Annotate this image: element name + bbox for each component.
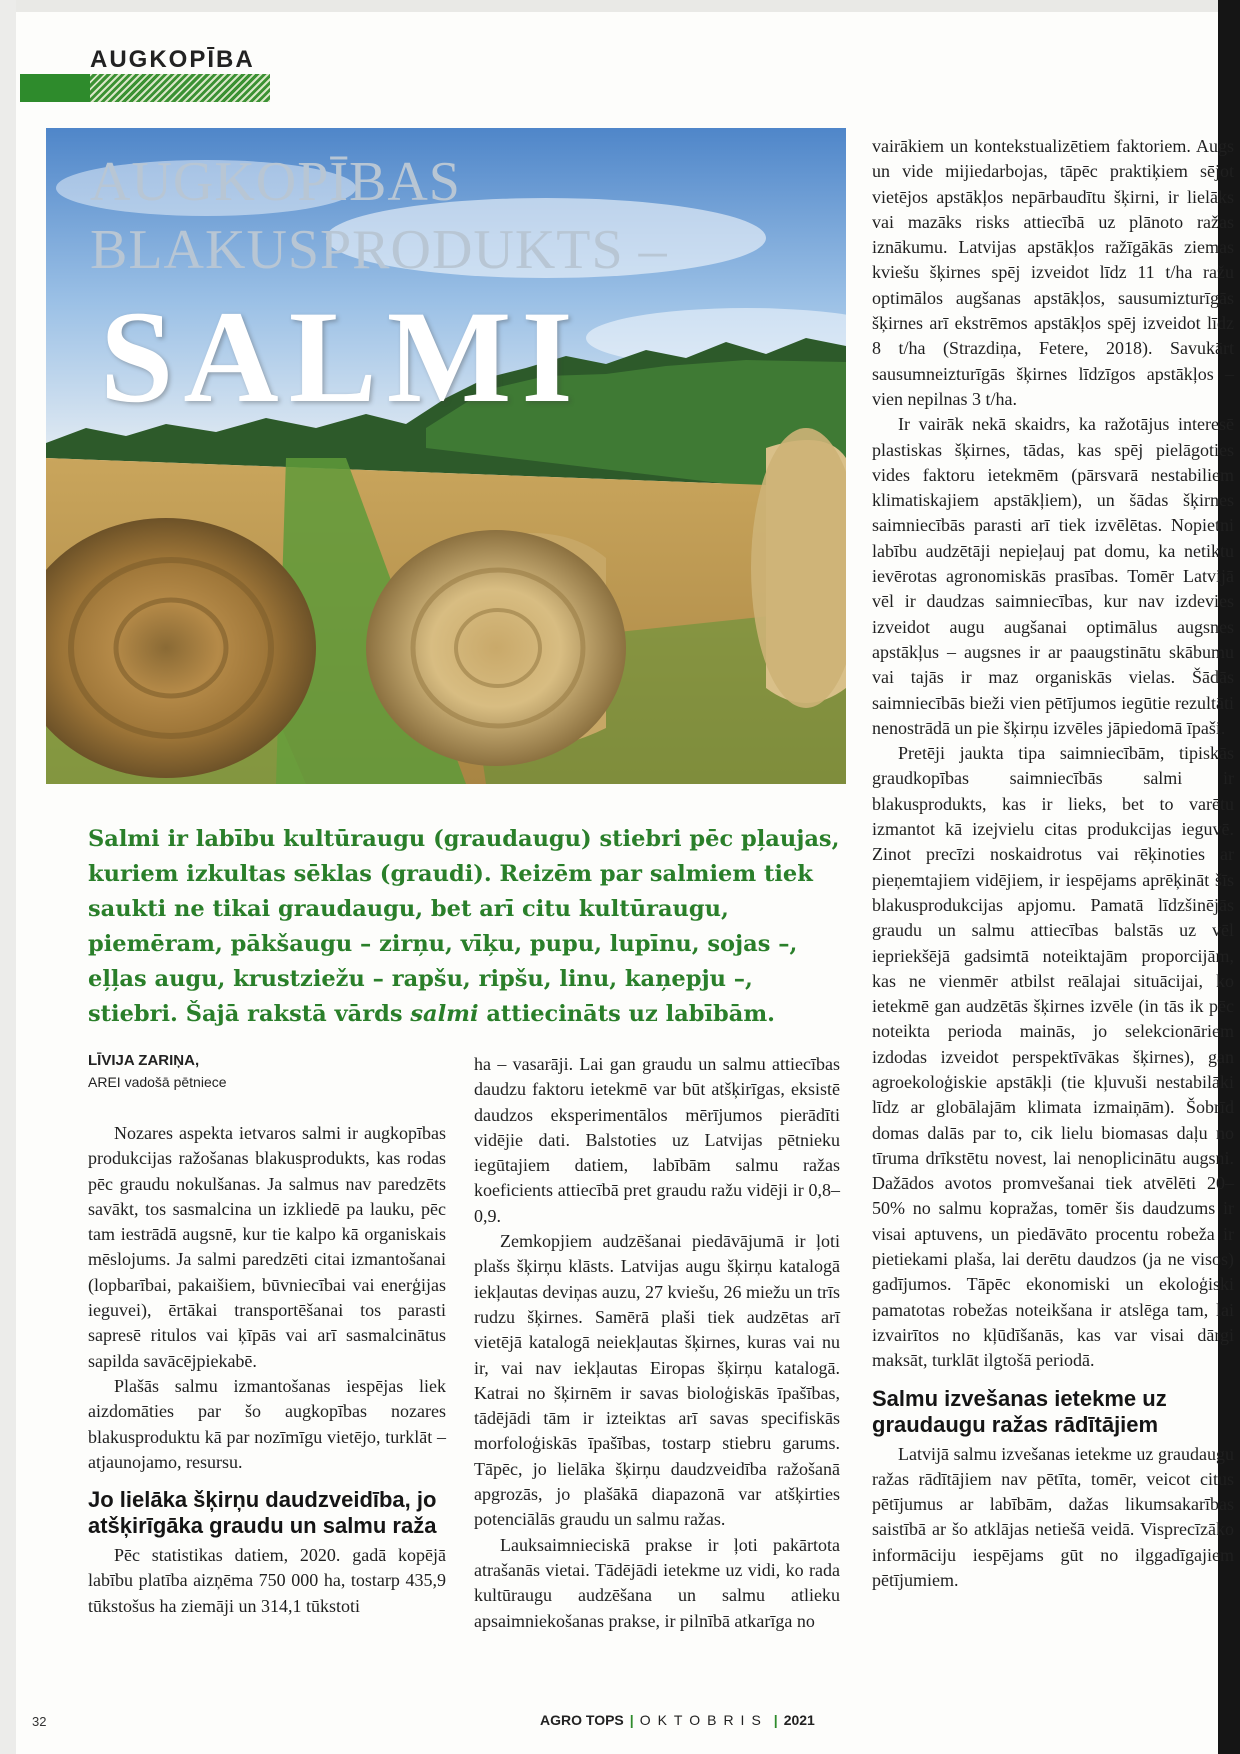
subheading: Salmu izvešanas ietekme uz graudaugu ražas rādītājiem — [872, 1385, 1167, 1437]
footer-magazine-info — [540, 1712, 815, 1728]
section-hatch-bar — [90, 74, 270, 102]
footer-separator: | — [629, 1712, 634, 1728]
page-number: 32 — [32, 1714, 47, 1729]
issue-month: OKTOBRIS — [639, 1712, 768, 1728]
text-column-3 — [872, 134, 1234, 1593]
paragraph: ha – vasarāji. Lai gan graudu un salmu attiecības daudzu faktoru ietekmē var būt atšķirīgas, eksistē daudzos eksperimentālos mērījumos pierādīti vidējie dati. Balstoties uz Latvijas pētnieku iegūtajiem datiem, labībām salmu ražas koeficients attiecībā pret graudu ražu vidēji ir 0,8–0,9. — [474, 1054, 840, 1226]
subheading: Jo lielāka šķirņu daudzveidība, jo atšķirīgāka graudu un salmu raža — [88, 1487, 437, 1539]
page-edge-left — [0, 0, 16, 1754]
paragraph: Pretēji jaukta tipa saimniecībām, tipiskās graudkopības saimniecībās salmi ir blakusprodukts, kas ir lieks, bet to varētu izmantot kā izejvielu citas produkcijas ieguvē. Zinot precīzi noskaidrotus vai rēķinoties ar pieņemtajiem vidējiem, ir iespējams aprēķināt šīs blakusprodukcijas apjomu. Pamatā līdzšinējās graudu un salmu attiecības balstās uz vēl iepriekšējā gadsimtā noteiktajām proporcijām, kas ne vienmēr atbilst reālajai situācijai, ko ietekmē gan audzētās šķirnes izvēle (in tās ik pēc noteikta perioda mainās, jo selekcionāriem izdodas izveidot perspektīvākas šķirnes), gan agroekoloģiskie apstākļi (tie kļuvuši nestabilāki līdz ar globālajām klimata izmaiņām). Šobrīd domas dalās par to, cik lielu biomasas daļu no tīruma drīkstētu novest, lai nenoplicinātu augsni. Dažādos avotos promvešanai tiek atvēlēti 20–50% no salmu kopražas, tomēr šis daudzums ir visai aptuvens, un piedāvāto procentu robeža ir pietiekami plaša, lai derētu daudzos (ja ne visos) gadījumos. Tāpēc ekonomiski un ekoloģiski pamatotas robežas noteikšana ir atslēga tam, lai izvairītos no kļūdīšanās, kas var visai dārgi maksāt, turklāt ilgtošā periodā. — [872, 743, 1234, 1371]
issue-year: 2021 — [783, 1712, 815, 1728]
lead-italic-word: salmi — [410, 1001, 479, 1027]
paragraph: Pēc statistikas datiem, 2020. gadā kopējā labību platība aizņēma 750 000 ha, tostarp 435,9 tūkstošus ha ziemāji un 314,1 tūkstoti — [88, 1545, 446, 1616]
paragraph: Plašās salmu izmantošanas iespējas liek aizdomāties par šo augkopības nozares blakusproduktu kā par nozīmīgu vietējo, turklāt – atjaunojamo, resursu. — [88, 1375, 446, 1472]
magazine-name: AGRO TOPS — [540, 1712, 624, 1728]
paragraph: Ir vairāk nekā skaidrs, ka ražotājus interesē plastiskas šķirnes, tādas, kas spēj pielāgoties vides faktoru ietekmēm (pārsvarā nestabiliem klimatiskajiem apstākļiem), un šādas šķirnes saimniecībās parasti arī tiek izvēlētas. Nopietni labību audzētāji nepieļauj pat domu, ka netiktu ievērotas agronomiskās prasības. Tomēr Latvijā vēl ir daudzas saimniecības, kur nav izdevies izveidot augu augšanai optimālus augsnes apstākļus – augsnes ir ar paaugstinātu skābumu vai tajās ir maz organiskās vielas. Šādās saimniecībās bieži vien pētījumos iegūtie rezultāti nenostrādā un pie šķirņu izvēles jāpiedomā īpaši. — [872, 414, 1234, 738]
paragraph: Zemkopjiem audzēšanai piedāvājumā ir ļoti plašs šķirņu klāsts. Latvijas augu šķirņu katalogā iekļautas deviņas auzu, 27 kviešu, 26 miežu un trīs rudzu šķirnes. Samērā plaši tiek audzētas arī vietējā katalogā neiekļautas šķirnes, kuras vai nu ir, vai nav iekļautas Eiropas šķirņu katalogā. Katrai no šķirnēm ir savas bioloģiskās īpašības, tādējādi tām ir izteiktas arī savas specifiskās morfoloģiskās īpašības, tostarp stiebru garums. Tāpēc, jo lielāka šķirņu daudzveidība ražošanā apgrozās, jo plašākā diapazonā var atšķirties potenciālās graudu un salmu ražas. — [474, 1231, 840, 1530]
paragraph: vairākiem un kontekstualizētiem faktoriem. Augs un vide mijiedarbojas, tāpēc praktiķiem sējot vietējos apstākļos nepārbaudītu šķirni, ir lielāks vai mazāks risks attiecībā uz plānoto ražas iznākumu. Latvijas apstākļos ražīgākās ziemas kviešu šķirnes spēj izveidot līdz 11 t/ha ražu optimālos augšanas apstākļos, sausumizturīgās šķirnes arī ekstrēmos apstākļos spēj izveidot līdz 8 t/ha (Strazdiņa, Fetere, 2018). Savukārt sausumneizturīgās šķirnes līdzīgos apstākļos – vien nepilnas 3 t/ha. — [872, 136, 1234, 409]
hero-title-line-3: SALMI — [100, 283, 583, 430]
text-column-2 — [474, 1052, 840, 1634]
footer-separator: | — [773, 1712, 778, 1728]
text-column-1 — [88, 1121, 446, 1619]
lead-text-part-2: attiecināts uz labībām. — [478, 1001, 775, 1027]
paragraph: Nozares aspekta ietvaros salmi ir augkopības produkcijas ražošanas blakusprodukts, kas rodas pēc graudu nokulšanas. Ja salmus nav paredzēts savākt, tos sasmalcina un izkliedē pa lauku, pēc tam iestrādā augsnē, kur tie kalpo kā organiskais mēslojums. Ja salmi paredzēti citai izmantošanai (lopbarībai, pakaišiem, būvniecībai vai enerģijas ieguvei), ērtākai transportēšanai tos parasti sapresē ritulos vai ķīpās vai arī sasmalcinātus sapilda savācējpiekabē. — [88, 1123, 446, 1371]
hero-title-line-1: AUGKOPĪBAS — [90, 151, 461, 213]
lead-paragraph — [88, 822, 848, 1032]
author-name: LĪVIJA ZARIŅA, — [88, 1052, 200, 1069]
paragraph: Lauksaimnieciskā prakse ir ļoti pakārtota atrašanās vietai. Tādējādi ietekme uz vidi, ko rada kultūraugu audzēšana un salmu atlieku apsaimniekošanas prakse, ir pilnībā atkarīga no — [474, 1534, 840, 1631]
paragraph: Latvijā salmu izvešanas ietekme uz graudaugu ražas rādītājiem nav pētīta, tomēr, veicot citus pētījumus ar labībām, dažas likumsakarības saistībā ar šo atklājas netiešā veidā. Visprecīzāko informāciju iespējams gūt no ilggadīgajiem pētījumiem. — [872, 1443, 1234, 1591]
section-header: AUGKOPĪBA — [90, 46, 255, 73]
author-role: AREI vadošā pētniece — [88, 1074, 227, 1090]
hero-title-line-2: BLAKUSPRODUKTS – — [90, 219, 668, 281]
lead-text-part-1: Salmi ir labību kultūraugu (graudaugu) stiebri pēc pļaujas, kuriem izkultas sēklas (graudi). Reizēm par salmiem tiek saukti ne tikai graudaugu, bet arī citu kultūraugu, piemēram, pākšaugu – zirņu, vīķu, pupu, lupīnu, sojas –, eļļas augu, krustziežu – rapšu, ripšu, linu, kaņepju –, stiebri. Šajā rakstā vārds — [88, 826, 840, 1027]
page-edge-top — [0, 0, 1240, 12]
